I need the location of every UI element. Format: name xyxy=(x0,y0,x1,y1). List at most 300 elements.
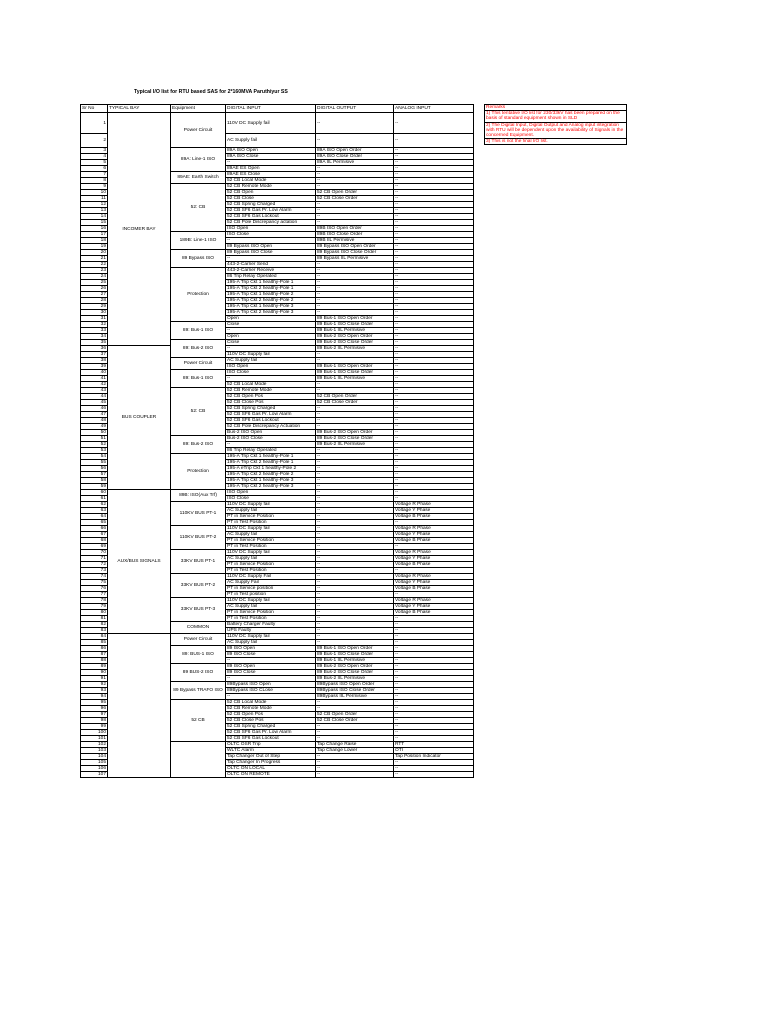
analog-input-cell: -- xyxy=(394,664,474,670)
analog-input-cell: -- xyxy=(394,376,474,382)
sr-no-cell: 23 xyxy=(81,268,108,274)
analog-input-cell: -- xyxy=(394,466,474,472)
digital-input-cell: 86 Trip Relay Operated xyxy=(226,274,316,280)
digital-input-cell: 52 CB SF6 Gas Pr. Low Alarm xyxy=(226,730,316,736)
digital-input-cell: -- xyxy=(226,238,316,244)
analog-input-cell: Voltage B Phase xyxy=(394,514,474,520)
sr-no-cell: 3 xyxy=(81,148,108,154)
sr-no-cell: 62 xyxy=(81,502,108,508)
analog-input-cell: -- xyxy=(394,214,474,220)
sr-no-cell: 16 xyxy=(81,226,108,232)
sr-no-cell: 35 xyxy=(81,340,108,346)
sr-no-cell: 58 xyxy=(81,478,108,484)
typical-bay-cell: BUS COUPLER xyxy=(108,346,171,490)
digital-output-cell: -- xyxy=(316,352,394,358)
sr-no-cell: 48 xyxy=(81,418,108,424)
sr-no-cell: 75 xyxy=(81,580,108,586)
digital-input-cell: 52 CB Open xyxy=(226,190,316,196)
digital-output-cell: -- xyxy=(316,472,394,478)
digital-output-cell: 89B ISO Open Order xyxy=(316,226,394,232)
digital-output-cell: -- xyxy=(316,280,394,286)
analog-input-cell: -- xyxy=(394,208,474,214)
digital-output-cell: -- xyxy=(316,113,394,134)
analog-input-cell: -- xyxy=(394,250,474,256)
header-analog-input: ANALOG INPUT xyxy=(394,105,474,113)
digital-input-cell: 52 CB Remote Mode xyxy=(226,706,316,712)
analog-input-cell: -- xyxy=(394,190,474,196)
digital-output-cell: 89 Bypass ISO Open Order xyxy=(316,244,394,250)
digital-input-cell: AC Supply fail xyxy=(226,134,316,148)
sr-no-cell: 34 xyxy=(81,334,108,340)
analog-input-cell: -- xyxy=(394,226,474,232)
digital-output-cell: -- xyxy=(316,388,394,394)
equipment-cell: Power Circuit xyxy=(171,113,226,148)
analog-input-cell: -- xyxy=(394,340,474,346)
digital-output-cell: -- xyxy=(316,730,394,736)
digital-input-cell: 195-A Trip Ckt 2 healthy-Pole 2 xyxy=(226,298,316,304)
digital-input-cell: ISO Open xyxy=(226,364,316,370)
digital-output-cell: 89 Bus-1 IIL Permisive xyxy=(316,328,394,334)
digital-input-cell: 195-A Trip Ckt 1 healthy-Pole 3 xyxy=(226,304,316,310)
equipment-cell: 33KV BUS PT-3 xyxy=(171,598,226,622)
sr-no-cell: 39 xyxy=(81,364,108,370)
digital-output-cell: -- xyxy=(316,304,394,310)
digital-output-cell: -- xyxy=(316,298,394,304)
analog-input-cell: -- xyxy=(394,568,474,574)
digital-output-cell: 52 CB Open Order xyxy=(316,712,394,718)
remark-item: 1) This tentative I/O list for 230/33kV has been prepared on the basis of standard equipment shown in SLD xyxy=(485,111,627,122)
analog-input-cell: Voltage B Phase xyxy=(394,538,474,544)
sr-no-cell: 4 xyxy=(81,154,108,160)
digital-output-cell: -- xyxy=(316,274,394,280)
digital-output-cell: -- xyxy=(316,466,394,472)
analog-input-cell: -- xyxy=(394,718,474,724)
sr-no-cell: 30 xyxy=(81,310,108,316)
sr-no-cell: 66 xyxy=(81,526,108,532)
digital-output-cell: -- xyxy=(316,592,394,598)
sr-no-cell: 54 xyxy=(81,454,108,460)
sr-no-cell: 49 xyxy=(81,424,108,430)
digital-input-cell: AC Supply fail xyxy=(226,640,316,646)
digital-input-cell: 110V DC Supply fail xyxy=(226,598,316,604)
digital-input-cell: 89Bypass ISO CLose xyxy=(226,688,316,694)
digital-input-cell: 52 CB SF6 Gas Pr. Low Alarm xyxy=(226,412,316,418)
digital-output-cell: -- xyxy=(316,454,394,460)
header-digital-output: DIGITAL OUTPUT xyxy=(316,105,394,113)
digital-output-cell: -- xyxy=(316,706,394,712)
digital-output-cell: -- xyxy=(316,286,394,292)
sr-no-cell: 88 xyxy=(81,658,108,664)
digital-output-cell: 52 CB Open Order xyxy=(316,394,394,400)
analog-input-cell: -- xyxy=(394,628,474,634)
digital-output-cell: 89B IIL Permisive xyxy=(316,238,394,244)
analog-input-cell: -- xyxy=(394,478,474,484)
sr-no-cell: 15 xyxy=(81,220,108,226)
digital-input-cell: PT in Test Position xyxy=(226,616,316,622)
sr-no-cell: 105 xyxy=(81,760,108,766)
analog-input-cell: -- xyxy=(394,262,474,268)
sr-no-cell: 63 xyxy=(81,508,108,514)
digital-input-cell: WLTC Alarm xyxy=(226,748,316,754)
sr-no-cell: 2 xyxy=(81,134,108,148)
digital-output-cell: -- xyxy=(316,448,394,454)
equipment-cell: 89: Bus-1 ISO xyxy=(171,370,226,388)
header-row xyxy=(81,105,474,113)
digital-output-cell: -- xyxy=(316,568,394,574)
sr-no-cell: 97 xyxy=(81,712,108,718)
sr-no-cell: 31 xyxy=(81,316,108,322)
digital-input-cell: 195-A Trip Ckt 2 healthy-Pole 3 xyxy=(226,310,316,316)
digital-output-cell: 89 Bus-1 ISO Close Order xyxy=(316,370,394,376)
analog-input-cell: -- xyxy=(394,706,474,712)
digital-input-cell: -- xyxy=(226,694,316,700)
digital-output-cell: -- xyxy=(316,178,394,184)
sr-no-cell: 8 xyxy=(81,178,108,184)
analog-input-cell: -- xyxy=(394,412,474,418)
digital-input-cell: -- xyxy=(226,346,316,352)
sr-no-cell: 55 xyxy=(81,460,108,466)
analog-input-cell: Voltage R Phase xyxy=(394,550,474,556)
header-sr-no: Sr No xyxy=(81,105,108,113)
equipment-cell: Protection xyxy=(171,268,226,322)
digital-input-cell: 195-A eTrip Ckt 1 healthy-Pole 2 xyxy=(226,466,316,472)
sr-no-cell: 37 xyxy=(81,352,108,358)
analog-input-cell: -- xyxy=(394,454,474,460)
analog-input-cell: Voltage R Phase xyxy=(394,502,474,508)
equipment-cell: 89: BUS-1 ISO xyxy=(171,646,226,664)
sr-no-cell: 53 xyxy=(81,448,108,454)
equipment-cell: 110KV BUS PT-2 xyxy=(171,526,226,550)
digital-input-cell: 52 CB SF6 Gas Lockout xyxy=(226,214,316,220)
digital-output-cell: -- xyxy=(316,628,394,634)
digital-output-cell: -- xyxy=(316,166,394,172)
digital-input-cell: ISO Open xyxy=(226,490,316,496)
analog-input-cell: -- xyxy=(394,238,474,244)
sr-no-cell: 47 xyxy=(81,412,108,418)
digital-output-cell: -- xyxy=(316,478,394,484)
analog-input-cell: -- xyxy=(394,730,474,736)
digital-output-cell: 89 Bus-1 ISO Open Order xyxy=(316,646,394,652)
digital-output-cell: 89 Bus-2 ISO Open Order xyxy=(316,430,394,436)
digital-output-cell: -- xyxy=(316,616,394,622)
equipment-cell: 89 BUS-2 ISO xyxy=(171,664,226,682)
digital-input-cell: 52 CB Remote Mode xyxy=(226,388,316,394)
analog-input-cell: Voltage R Phase xyxy=(394,598,474,604)
sr-no-cell: 50 xyxy=(81,430,108,436)
digital-input-cell: ISO Close xyxy=(226,496,316,502)
sr-no-cell: 77 xyxy=(81,592,108,598)
sr-no-cell: 107 xyxy=(81,772,108,778)
sr-no-cell: 96 xyxy=(81,706,108,712)
digital-input-cell: 52 CB Open Pos xyxy=(226,712,316,718)
digital-output-cell: 89 Bus-1 IIL Permisive xyxy=(316,658,394,664)
sr-no-cell: 68 xyxy=(81,538,108,544)
digital-input-cell: ISO Close xyxy=(226,232,316,238)
digital-input-cell: -- xyxy=(226,676,316,682)
sr-no-cell: 67 xyxy=(81,532,108,538)
sr-no-cell: 38 xyxy=(81,358,108,364)
sr-no-cell: 22 xyxy=(81,262,108,268)
digital-input-cell: AC Supply fail xyxy=(226,532,316,538)
analog-input-cell: -- xyxy=(394,113,474,134)
digital-input-cell: 443-2-Carrier Receive xyxy=(226,268,316,274)
sr-no-cell: 18 xyxy=(81,238,108,244)
digital-input-cell: 110V DC Supply fail xyxy=(226,502,316,508)
digital-output-cell: 89A ISO Close Order xyxy=(316,154,394,160)
analog-input-cell: -- xyxy=(394,172,474,178)
digital-input-cell: -- xyxy=(226,658,316,664)
digital-output-cell: -- xyxy=(316,412,394,418)
analog-input-cell: -- xyxy=(394,670,474,676)
digital-input-cell: PT in Test Position xyxy=(226,544,316,550)
sr-no-cell: 106 xyxy=(81,766,108,772)
sr-no-cell: 29 xyxy=(81,304,108,310)
digital-input-cell: AC Supply Fail xyxy=(226,580,316,586)
header-typical-bay: TYPICAL BAY xyxy=(108,105,171,113)
digital-input-cell: 52 CB Close Pos xyxy=(226,400,316,406)
digital-input-cell: 89 Bypass ISO Close xyxy=(226,250,316,256)
sr-no-cell: 79 xyxy=(81,604,108,610)
digital-input-cell: 52 CB Local Mode xyxy=(226,382,316,388)
header-equipment: Equipment xyxy=(171,105,226,113)
analog-input-cell: -- xyxy=(394,358,474,364)
sr-no-cell: 56 xyxy=(81,466,108,472)
sr-no-cell: 52 xyxy=(81,442,108,448)
digital-input-cell: -- xyxy=(226,256,316,262)
digital-output-cell: -- xyxy=(316,184,394,190)
digital-output-cell: 89Bypass IIL Permisive xyxy=(316,694,394,700)
sr-no-cell: 69 xyxy=(81,544,108,550)
analog-input-cell: -- xyxy=(394,364,474,370)
analog-input-cell: -- xyxy=(394,334,474,340)
analog-input-cell: -- xyxy=(394,160,474,166)
digital-output-cell: -- xyxy=(316,496,394,502)
sr-no-cell: 20 xyxy=(81,250,108,256)
digital-output-cell: -- xyxy=(316,634,394,640)
analog-input-cell: -- xyxy=(394,616,474,622)
sr-no-cell: 95 xyxy=(81,700,108,706)
equipment-cell: 89: Bus-1 ISO xyxy=(171,322,226,340)
digital-output-cell: -- xyxy=(316,418,394,424)
remark-item: 2) The Digital Input, Digital Output and Analog input integration with RTU will be dependent upon the availability of Signals in the concerned Equipment. xyxy=(485,122,627,139)
analog-input-cell: -- xyxy=(394,472,474,478)
sr-no-cell: 86 xyxy=(81,646,108,652)
sr-no-cell: 57 xyxy=(81,472,108,478)
analog-input-cell: -- xyxy=(394,736,474,742)
analog-input-cell: -- xyxy=(394,652,474,658)
digital-input-cell: -- xyxy=(226,160,316,166)
digital-input-cell: AC Supply fail xyxy=(226,556,316,562)
digital-input-cell: UPS Faulty xyxy=(226,628,316,634)
sr-no-cell: 27 xyxy=(81,292,108,298)
analog-input-cell: -- xyxy=(394,202,474,208)
typical-bay-cell xyxy=(108,634,171,778)
analog-input-cell: -- xyxy=(394,694,474,700)
analog-input-cell: -- xyxy=(394,772,474,778)
digital-input-cell: 89 ISO Open xyxy=(226,664,316,670)
digital-input-cell: 52 CB Pole Discrepancy Actuation xyxy=(226,424,316,430)
digital-input-cell: Tap Changer In Progress xyxy=(226,760,316,766)
digital-input-cell: ISO Open xyxy=(226,226,316,232)
digital-output-cell: -- xyxy=(316,208,394,214)
analog-input-cell: -- xyxy=(394,154,474,160)
digital-output-cell: -- xyxy=(316,700,394,706)
sr-no-cell: 72 xyxy=(81,562,108,568)
digital-output-cell: 89A ISO Open Order xyxy=(316,148,394,154)
digital-output-cell: -- xyxy=(316,268,394,274)
sr-no-cell: 98 xyxy=(81,718,108,724)
sr-no-cell: 92 xyxy=(81,682,108,688)
sr-no-cell: 10 xyxy=(81,190,108,196)
digital-input-cell: 89AE ES Open xyxy=(226,166,316,172)
equipment-cell xyxy=(171,742,226,778)
analog-input-cell: -- xyxy=(394,394,474,400)
digital-input-cell: 86 Trip Relay Operated xyxy=(226,448,316,454)
sr-no-cell: 5 xyxy=(81,160,108,166)
digital-input-cell: OLTC ON LOCAL xyxy=(226,766,316,772)
analog-input-cell: -- xyxy=(394,346,474,352)
digital-input-cell: 52 CB SF6 Gas Lockout xyxy=(226,736,316,742)
analog-input-cell: -- xyxy=(394,520,474,526)
analog-input-cell: -- xyxy=(394,310,474,316)
analog-input-cell: Voltage B Phase xyxy=(394,610,474,616)
sr-no-cell: 73 xyxy=(81,568,108,574)
digital-output-cell: -- xyxy=(316,538,394,544)
digital-input-cell: 195-A Trip Ckt 1 healthy-Pole 1 xyxy=(226,454,316,460)
analog-input-cell: -- xyxy=(394,490,474,496)
analog-input-cell: -- xyxy=(394,134,474,148)
digital-input-cell: PT in Service Position xyxy=(226,538,316,544)
equipment-cell: Power Circuit xyxy=(171,358,226,370)
analog-input-cell: -- xyxy=(394,442,474,448)
digital-output-cell: -- xyxy=(316,562,394,568)
table-row xyxy=(81,113,474,134)
sr-no-cell: 87 xyxy=(81,652,108,658)
equipment-cell: 89AE: Earth Switch xyxy=(171,172,226,184)
analog-input-cell: Voltage Y Phase xyxy=(394,604,474,610)
sr-no-cell: 14 xyxy=(81,214,108,220)
sr-no-cell: 60 xyxy=(81,490,108,496)
digital-output-cell: -- xyxy=(316,382,394,388)
digital-input-cell: 89A ISO Open xyxy=(226,148,316,154)
digital-input-cell: Tap Changer Out of Step xyxy=(226,754,316,760)
digital-input-cell: 89Bypass ISO Open xyxy=(226,682,316,688)
digital-output-cell: -- xyxy=(316,292,394,298)
digital-output-cell: -- xyxy=(316,406,394,412)
header-digital-input: DIGITAL INPUT xyxy=(226,105,316,113)
sr-no-cell: 100 xyxy=(81,730,108,736)
digital-output-cell: -- xyxy=(316,508,394,514)
digital-input-cell: Open xyxy=(226,316,316,322)
digital-output-cell: 89 Bus-1 ISO Close Order xyxy=(316,652,394,658)
sr-no-cell: 99 xyxy=(81,724,108,730)
remarks-heading: Remarks xyxy=(485,105,627,111)
sr-no-cell: 11 xyxy=(81,196,108,202)
digital-input-cell: 195-A Trip Ckt 2 healthy-Pole 1 xyxy=(226,286,316,292)
analog-input-cell: -- xyxy=(394,304,474,310)
digital-output-cell: 89A IIL Permisive xyxy=(316,160,394,166)
io-list-table xyxy=(80,104,474,778)
analog-input-cell: -- xyxy=(394,268,474,274)
analog-input-cell: -- xyxy=(394,316,474,322)
equipment-cell: 89: Bus-2 ISO xyxy=(171,436,226,454)
digital-output-cell: 89 Bus-2 IIL Permisive xyxy=(316,442,394,448)
typical-bay-cell: INCOMER BAY xyxy=(108,113,171,346)
sr-no-cell: 26 xyxy=(81,286,108,292)
equipment-cell: Protection xyxy=(171,454,226,490)
analog-input-cell: -- xyxy=(394,388,474,394)
digital-input-cell: 52 CB Remote Mode xyxy=(226,184,316,190)
digital-input-cell: 52 CB Spring Charged xyxy=(226,724,316,730)
digital-output-cell: -- xyxy=(316,172,394,178)
sr-no-cell: 89 xyxy=(81,664,108,670)
digital-input-cell: 195-A Trip Ckt 1 healthy-Pole 2 xyxy=(226,292,316,298)
sr-no-cell: 76 xyxy=(81,586,108,592)
digital-output-cell: 89Bypass ISO Close Order xyxy=(316,688,394,694)
analog-input-cell: -- xyxy=(394,196,474,202)
digital-output-cell: 89 Bus-1 ISO Close Order xyxy=(316,322,394,328)
digital-output-cell: -- xyxy=(316,520,394,526)
digital-input-cell: 89 ISO Open xyxy=(226,646,316,652)
digital-input-cell: 52 CB Close Pos xyxy=(226,718,316,724)
sr-no-cell: 59 xyxy=(81,484,108,490)
analog-input-cell: -- xyxy=(394,322,474,328)
analog-input-cell: -- xyxy=(394,712,474,718)
document-title: Typical I/O list for RTU based SAS for 2*160MVA Paruthiyur SS xyxy=(134,89,288,95)
sr-no-cell: 9 xyxy=(81,184,108,190)
equipment-cell: 189B: Line-1 ISO xyxy=(171,232,226,250)
digital-output-cell: 89 Bus-2 ISO Open Order xyxy=(316,334,394,340)
analog-input-cell: -- xyxy=(394,682,474,688)
sr-no-cell: 103 xyxy=(81,748,108,754)
analog-input-cell: -- xyxy=(394,430,474,436)
sr-no-cell: 44 xyxy=(81,394,108,400)
sr-no-cell: 45 xyxy=(81,400,108,406)
digital-input-cell: 195-A Trip Ckt 2 healthy-Pole 1 xyxy=(226,460,316,466)
analog-input-cell: -- xyxy=(394,184,474,190)
sr-no-cell: 51 xyxy=(81,436,108,442)
digital-output-cell: 52 CB Open Order xyxy=(316,190,394,196)
digital-input-cell: Battery Charger Faulty xyxy=(226,622,316,628)
digital-output-cell: -- xyxy=(316,766,394,772)
equipment-cell: 89 Bypass TRAFO ISO xyxy=(171,682,226,700)
analog-input-cell: -- xyxy=(394,700,474,706)
equipment-cell: 110KV BUS PT-1 xyxy=(171,502,226,526)
analog-input-cell: -- xyxy=(394,166,474,172)
digital-output-cell: -- xyxy=(316,556,394,562)
sr-no-cell: 40 xyxy=(81,370,108,376)
digital-input-cell: 89 Bypass ISO Open xyxy=(226,244,316,250)
analog-input-cell: -- xyxy=(394,256,474,262)
digital-input-cell: 195-A Trip Ckt 2 healthy-Pole 3 xyxy=(226,484,316,490)
analog-input-cell: -- xyxy=(394,640,474,646)
equipment-cell: 52 CB xyxy=(171,700,226,742)
sr-no-cell: 46 xyxy=(81,406,108,412)
digital-output-cell: -- xyxy=(316,754,394,760)
digital-input-cell: 89 ISO Close xyxy=(226,670,316,676)
digital-output-cell: -- xyxy=(316,574,394,580)
digital-input-cell: 110V DC Supply fail xyxy=(226,550,316,556)
sr-no-cell: 43 xyxy=(81,388,108,394)
analog-input-cell: -- xyxy=(394,676,474,682)
digital-output-cell: -- xyxy=(316,502,394,508)
digital-output-cell: -- xyxy=(316,484,394,490)
sr-no-cell: 1 xyxy=(81,113,108,134)
digital-output-cell: 89 Bypass IIL Permisive xyxy=(316,256,394,262)
digital-output-cell: -- xyxy=(316,550,394,556)
digital-output-cell: 52 CB Close Order xyxy=(316,718,394,724)
digital-output-cell: 89 Bus-2 ISO Open Order xyxy=(316,664,394,670)
